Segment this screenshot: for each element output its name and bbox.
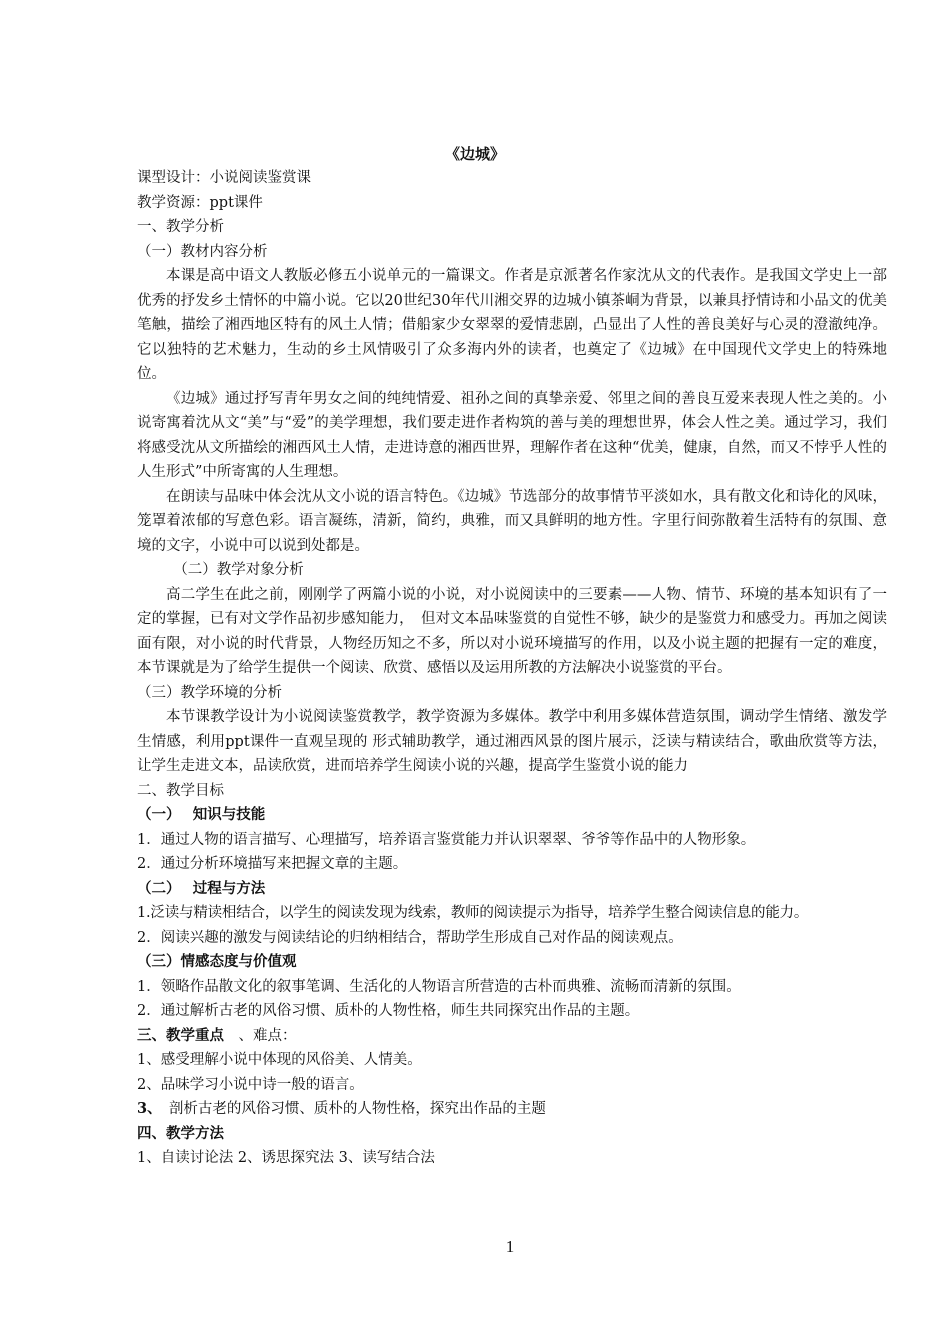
subheading-student-analysis: （二）教学对象分析: [173, 562, 304, 578]
paragraph-environment-analysis: 本节课教学设计为小说阅读鉴赏教学，教学资源为多媒体。教学中利用多媒体营造氛围，调动学生情绪、激发学生情感，利用ppt课件一直观呈现的 形式辅助教学，通过湘西风景的图片展示，泛读与精读结合，歌曲欣赏等方法，让学生走进文本，品读欣赏，进而培养学生阅读小说的兴趣，提高学生鉴赏小说的能力: [137, 709, 887, 774]
section-heading-analysis: 一、教学分析: [137, 219, 224, 235]
goal-item: 2．阅读兴趣的激发与阅读结论的归纳相结合，帮助学生形成自己对作品的阅读观点。: [137, 929, 683, 946]
key-point-item: 2、品味学习小说中诗一般的语言。: [137, 1076, 364, 1093]
lesson-type: 课型设计：小说阅读鉴赏课: [137, 170, 311, 186]
key-points-heading-rest: 、难点：: [224, 1027, 297, 1044]
methods-list: 1、自读讨论法 2、诱思探究法 3、读写结合法: [137, 1150, 435, 1166]
key-point-text: 剖析古老的风俗习惯、质朴的人物性格，探究出作品的主题: [154, 1101, 546, 1117]
key-point-item: [137, 1097, 887, 1122]
section-heading-methods: 四、教学方法: [137, 1124, 224, 1142]
document-body: [137, 166, 887, 1171]
goal-heading-knowledge: （一） 知识与技能: [137, 806, 266, 823]
goal-item: 2．通过解析古老的风俗习惯、质朴的人物性格，师生共同探究出作品的主题。: [137, 1003, 640, 1019]
paragraph-content-1: 本课是高中语文人教版必修五小说单元的一篇课文。作者是京派著名作家沈从文的代表作。是我国文学史上一部优秀的抒发乡土情怀的中篇小说。它以20世纪30年代川湘交界的边城小镇茶峒为背景，以兼具抒情诗和小品文的优美笔触，描绘了湘西地区特有的风土人情；借船家少女翠翠的爱情悲剧，凸显出了人性的善良美好与心灵的澄澈纯净。它以独特的艺术魅力，生动的乡土风情吸引了众多海内外的读者，也奠定了《边城》在中国现代文学史上的特殊地位。: [137, 268, 887, 382]
subheading-environment-analysis: （三）教学环境的分析: [137, 684, 282, 701]
section-heading-goals: 二、教学目标: [137, 782, 224, 799]
goal-item: 2．通过分析环境描写来把握文章的主题。: [137, 856, 408, 872]
goal-item: 1．领略作品散文化的叙事笔调、生活化的人物语言所营造的古朴而典雅、流畅而清新的氛围。: [137, 978, 741, 995]
paragraph-content-3: 在朗读与品味中体会沈从文小说的语言特色。《边城》节选部分的故事情节平淡如水，具有散文化和诗化的风味，笼罩着浓郁的写意色彩。语言凝练，清新，简约，典雅，而又具鲜明的地方性。字里行间弥散着生活特有的氛围、意境的文字，小说中可以说到处都是。: [137, 488, 887, 554]
document-title: 《边城》: [444, 145, 505, 163]
subheading-content-analysis: （一）教材内容分析: [137, 243, 268, 260]
key-point-number: 3、: [137, 1100, 155, 1117]
key-points-heading-bold: 三、教学重点: [137, 1026, 224, 1044]
paragraph-content-2: 《边城》通过抒写青年男女之间的纯纯情爱、祖孙之间的真挚亲爱、邻里之间的善良互爱来表现人性之美的。小说寄寓着沈从文“美”与“爱”的美学理想，我们要走进作者构筑的善与美的理想世界，体会人性之美。通过学习，我们将感受沈从文所描绘的湘西风土人情，走进诗意的湘西世界，理解作者在这种“优美，健康，自然，而又不悖乎人性的人生形式”中所寄寓的人生理想。: [137, 390, 887, 480]
paragraph-student-analysis: 高二学生在此之前，刚刚学了两篇小说的小说，对小说阅读中的三要素——人物、情节、环境的基本知识有了一定的掌握，已有对文学作品初步感知能力， 但对文本品味鉴赏的自觉性不够，缺少的是鉴赏力和感受力。再加之阅读面有限，对小说的时代背景，人物经历知之不多，所以对小说环境描写的作用，以及小说主题的把握有一定的难度，本节课就是为了给学生提供一个阅读、欣赏、感悟以及运用所教的方法解决小说鉴赏的平台。: [137, 586, 887, 676]
page-number: 1: [505, 1237, 515, 1256]
goal-heading-process: （二） 过程与方法: [137, 879, 266, 897]
goal-item: 1.泛读与精读相结合，以学生的阅读发现为线索，教师的阅读提示为指导，培养学生整合阅读信息的能力。: [137, 905, 809, 921]
key-point-item: 1、感受理解小说中体现的风俗美、人情美。: [137, 1052, 422, 1068]
goal-heading-attitude: （三）情感态度与价值观: [137, 953, 297, 970]
goal-item: 1．通过人物的语言描写、心理描写，培养语言鉴赏能力并认识翠翠、爷爷等作品中的人物形象。: [137, 831, 756, 848]
section-heading-key-points: [137, 1024, 887, 1049]
teaching-resource: 教学资源：ppt课件: [137, 194, 263, 211]
